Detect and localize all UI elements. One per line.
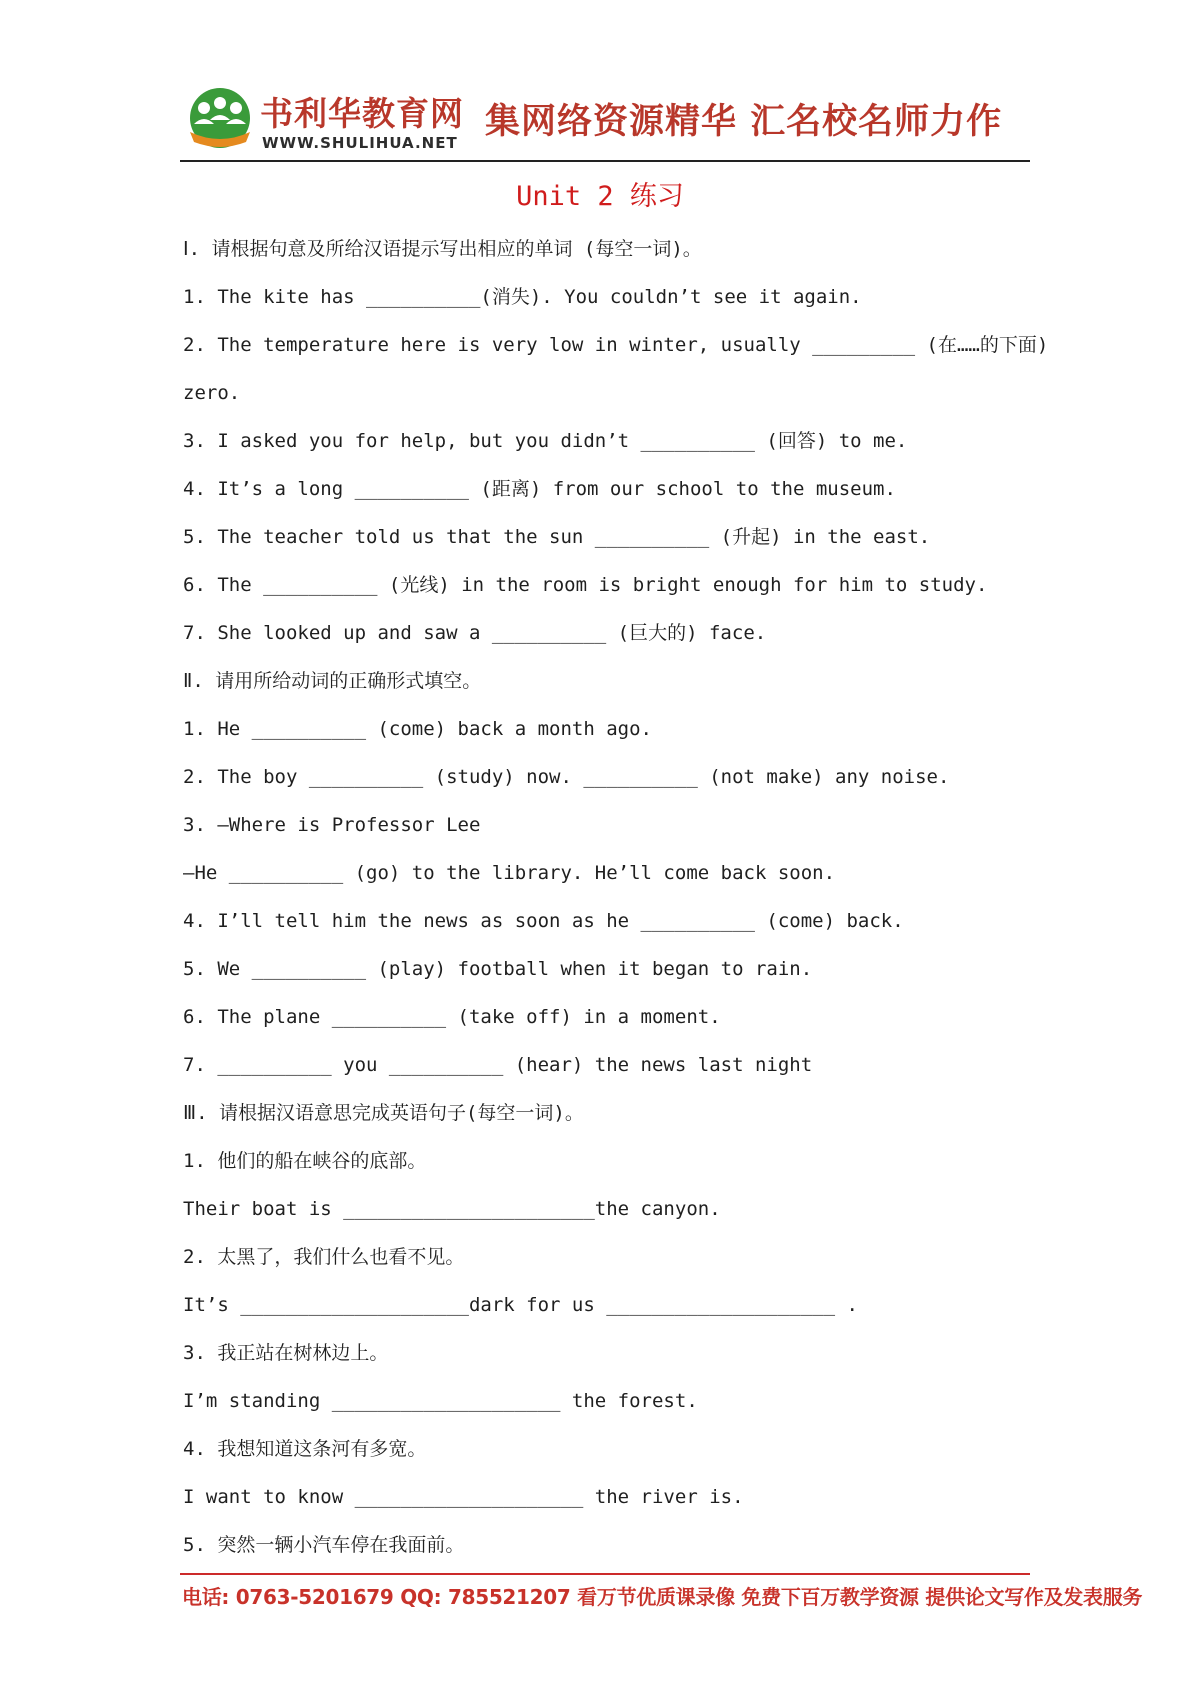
logo-name: 书利华教育网	[260, 94, 464, 133]
exercise-line: 2. The temperature here is very low in winter, usually _________ (在……的下面)	[183, 334, 1049, 356]
shulihua-logo-icon	[180, 84, 260, 154]
footer-contact: 电话: 0763-5201679 QQ: 785521207 看万节优质课录像 免费下百万教学资源 提供论文写作及发表服务	[182, 1585, 1143, 1609]
header-divider	[180, 160, 1030, 162]
exercise-line: 4. It’s a long __________ (距离) from our school to the museum.	[183, 478, 896, 500]
exercise-line: 7. She looked up and saw a __________ (巨大的) face.	[183, 622, 767, 644]
exercise-line: 6. The __________ (光线) in the room is bright enough for him to study.	[183, 574, 988, 596]
exercise-line: 3. I asked you for help, but you didn’t __________ (回答) to me.	[183, 430, 908, 452]
exercise-prompt: 4. 我想知道这条河有多宽。	[183, 1438, 427, 1460]
exercise-prompt: 1. 他们的船在峡谷的底部。	[183, 1150, 427, 1172]
section-1-instruction: Ⅰ. 请根据句意及所给汉语提示写出相应的单词 (每空一词)。	[183, 238, 702, 260]
exercise-line: —He __________ (go) to the library. He’ll come back soon.	[183, 862, 836, 884]
exercise-line: I’m standing ____________________ the forest.	[183, 1390, 698, 1412]
exercise-prompt: 2. 太黑了，我们什么也看不见。	[183, 1246, 465, 1268]
exercise-line: 6. The plane __________ (take off) in a moment.	[183, 1006, 721, 1028]
exercise-line: I want to know ____________________ the river is.	[183, 1486, 744, 1508]
exercise-line: Their boat is ______________________the canyon.	[183, 1198, 721, 1220]
footer-divider	[180, 1573, 1030, 1575]
exercise-content	[183, 232, 1063, 1576]
exercise-line: 1. He __________ (come) back a month ago.	[183, 718, 652, 740]
exercise-line: 2. The boy __________ (study) now. __________ (not make) any noise.	[183, 766, 950, 788]
site-header	[180, 84, 1030, 164]
logo-url: WWW.SHULIHUA.NET	[262, 134, 458, 152]
exercise-line: 7. __________ you __________ (hear) the news last night	[183, 1054, 813, 1076]
exercise-line: It’s ____________________dark for us ____________________ .	[183, 1294, 858, 1316]
page-title: Unit 2 练习	[516, 181, 684, 212]
section-2-instruction: Ⅱ. 请用所给动词的正确形式填空。	[183, 670, 482, 692]
exercise-line: 3. —Where is Professor Lee	[183, 814, 481, 836]
header-slogan: 集网络资源精华 汇名校名师力作	[485, 102, 1003, 142]
section-3-instruction: Ⅲ. 请根据汉语意思完成英语句子(每空一词)。	[183, 1102, 584, 1124]
exercise-prompt: 5. 突然一辆小汽车停在我面前。	[183, 1534, 465, 1556]
exercise-line: 5. We __________ (play) football when it began to rain.	[183, 958, 813, 980]
exercise-line: 5. The teacher told us that the sun __________ (升起) in the east.	[183, 526, 931, 548]
exercise-line: 4. I’ll tell him the news as soon as he __________ (come) back.	[183, 910, 904, 932]
exercise-line: zero.	[183, 382, 241, 404]
exercise-line: 1. The kite has __________(消失). You couldn’t see it again.	[183, 286, 862, 308]
exercise-prompt: 3. 我正站在树林边上。	[183, 1342, 389, 1364]
